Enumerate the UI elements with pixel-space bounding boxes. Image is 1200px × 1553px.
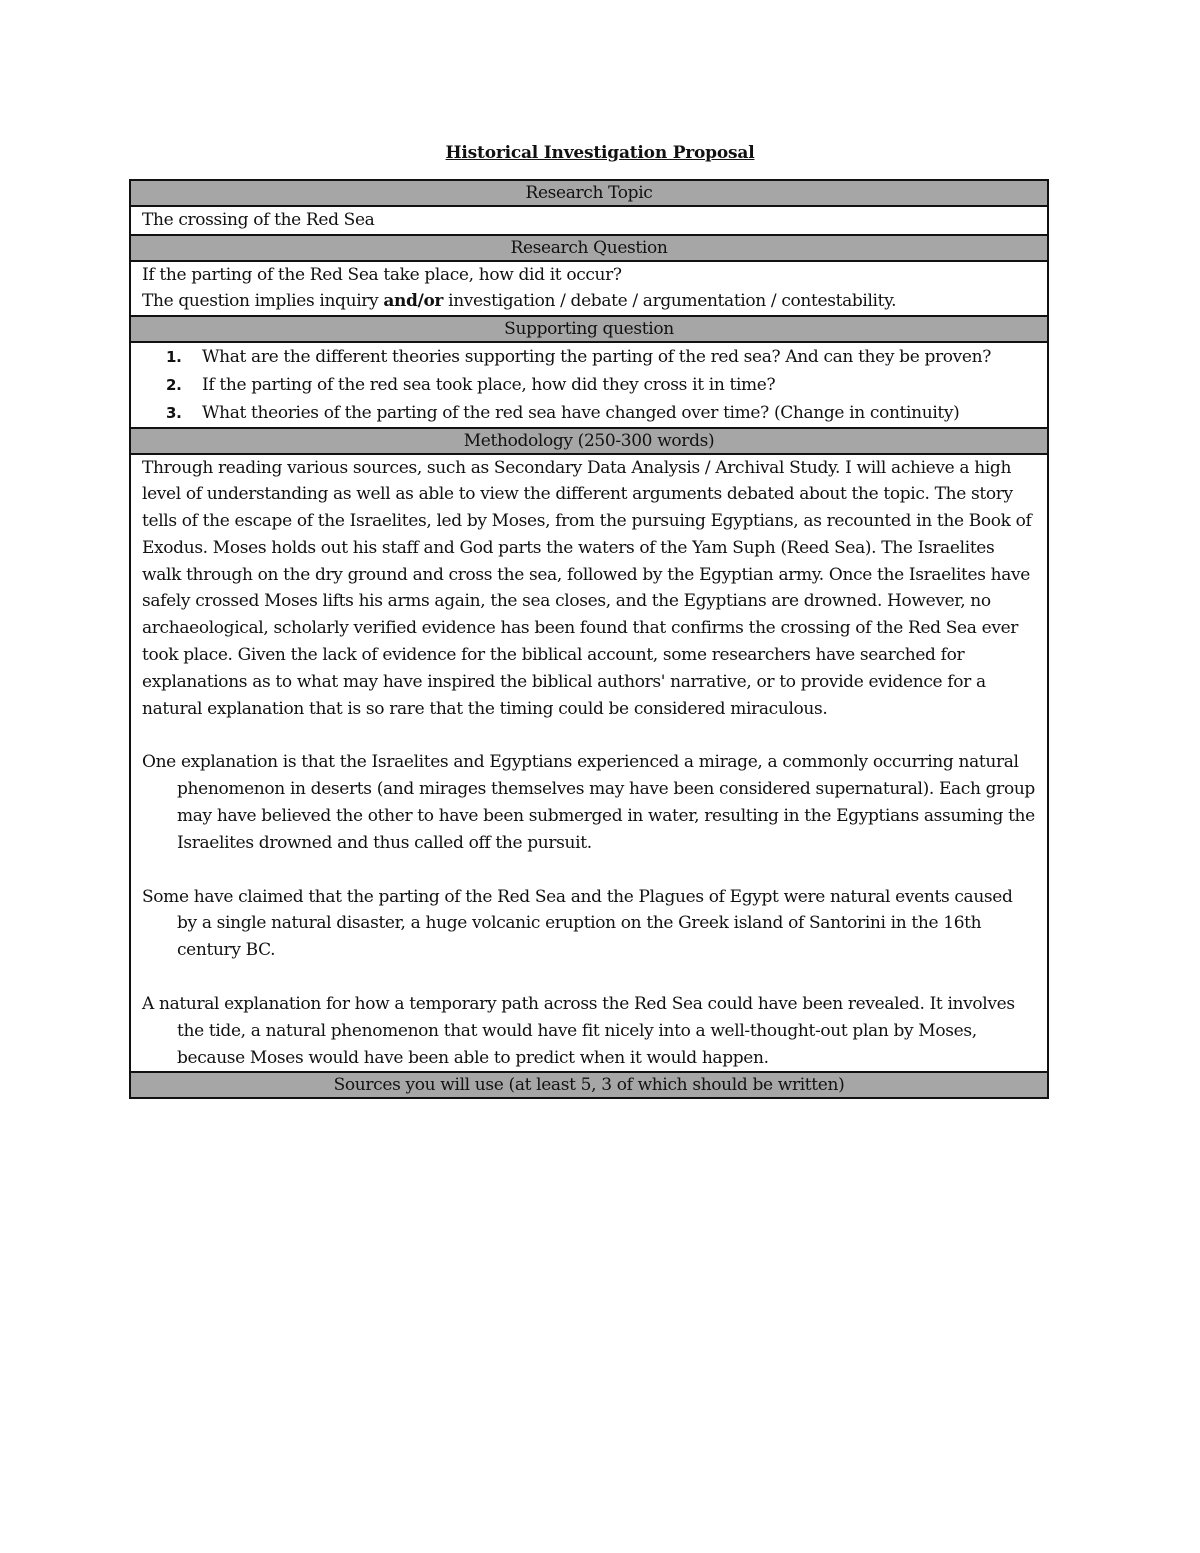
note-post: investigation / debate / argumentation / contestability. bbox=[443, 291, 897, 311]
research-topic-value: The crossing of the Red Sea bbox=[142, 210, 375, 230]
list-text: What are the different theories supporting the parting of the red sea? And can they be proven? bbox=[202, 346, 991, 367]
research-topic-cell bbox=[131, 205, 1047, 234]
list-item bbox=[166, 399, 1036, 427]
methodology-paragraph-4: A natural explanation for how a temporary path across the Red Sea could have been revealed. It involves the tide, a natural phenomenon that would have fit nicely into a well-thought-out plan by Moses, because Moses would have been able to predict when it would happen. bbox=[142, 994, 1015, 1068]
list-number: 3. bbox=[166, 403, 182, 422]
methodology-header: Methodology (250-300 words) bbox=[131, 427, 1047, 453]
note-bold: and/or bbox=[383, 291, 444, 311]
research-question-cell bbox=[131, 260, 1047, 315]
methodology-cell bbox=[131, 453, 1047, 1072]
list-text: What theories of the parting of the red sea have changed over time? (Change in continuity) bbox=[202, 402, 960, 423]
list-number: 1. bbox=[166, 347, 182, 366]
list-item bbox=[166, 343, 1036, 371]
list-item bbox=[166, 371, 1036, 399]
research-question-header: Research Question bbox=[131, 234, 1047, 260]
research-question-text: If the parting of the Red Sea take place, how did it occur? bbox=[142, 264, 622, 285]
document-title: Historical Investigation Proposal bbox=[445, 143, 755, 163]
supporting-question-header: Supporting question bbox=[131, 315, 1047, 341]
sources-header: Sources you will use (at least 5, 3 of which should be written) bbox=[131, 1071, 1047, 1097]
proposal-table bbox=[129, 179, 1049, 1099]
methodology-paragraph-2: One explanation is that the Israelites and Egyptians experienced a mirage, a commonly occurring natural phenomenon in deserts (and mirages themselves may have been considered supernatural). Each group may have believed the other to have been submerged in water, resulting in the Egyptians assuming the Israelites drowned and thus called off the pursuit. bbox=[142, 752, 1035, 853]
list-text: If the parting of the red sea took place, how did they cross it in time? bbox=[202, 374, 776, 395]
research-topic-header: Research Topic bbox=[131, 181, 1047, 205]
methodology-paragraph-3: Some have claimed that the parting of the Red Sea and the Plagues of Egypt were natural events caused by a single natural disaster, a huge volcanic eruption on the Greek island of Santorini in the 16th century BC. bbox=[142, 886, 1013, 961]
list-number: 2. bbox=[166, 375, 182, 394]
methodology-paragraph-1: Through reading various sources, such as Secondary Data Analysis / Archival Study. I will achieve a high level of understanding as well as able to view the different arguments debated about the topic. The story tells of the escape of the Israelites, led by Moses, from the pursuing Egyptians, as recounted in the Book of Exodus. Moses holds out his staff and God parts the waters of the Yam Suph (Reed Sea). The Israelites walk through on the dry ground and cross the sea, followed by the Egyptian army. Once the Israelites have safely crossed Moses lifts his arms again, the sea closes, and the Egyptians are drowned. However, no archaeological, scholarly verified evidence has been found that confirms the crossing of the Red Sea ever took place. Given the lack of evidence for the biblical account, some researchers have searched for explanations as to what may have inspired the biblical authors' narrative, or to provide evidence for a natural explanation that is so rare that the timing could be considered miraculous. bbox=[142, 457, 1032, 719]
note-pre: The question implies inquiry bbox=[142, 291, 384, 311]
research-question-note bbox=[142, 288, 1036, 315]
supporting-question-list bbox=[131, 341, 1047, 427]
